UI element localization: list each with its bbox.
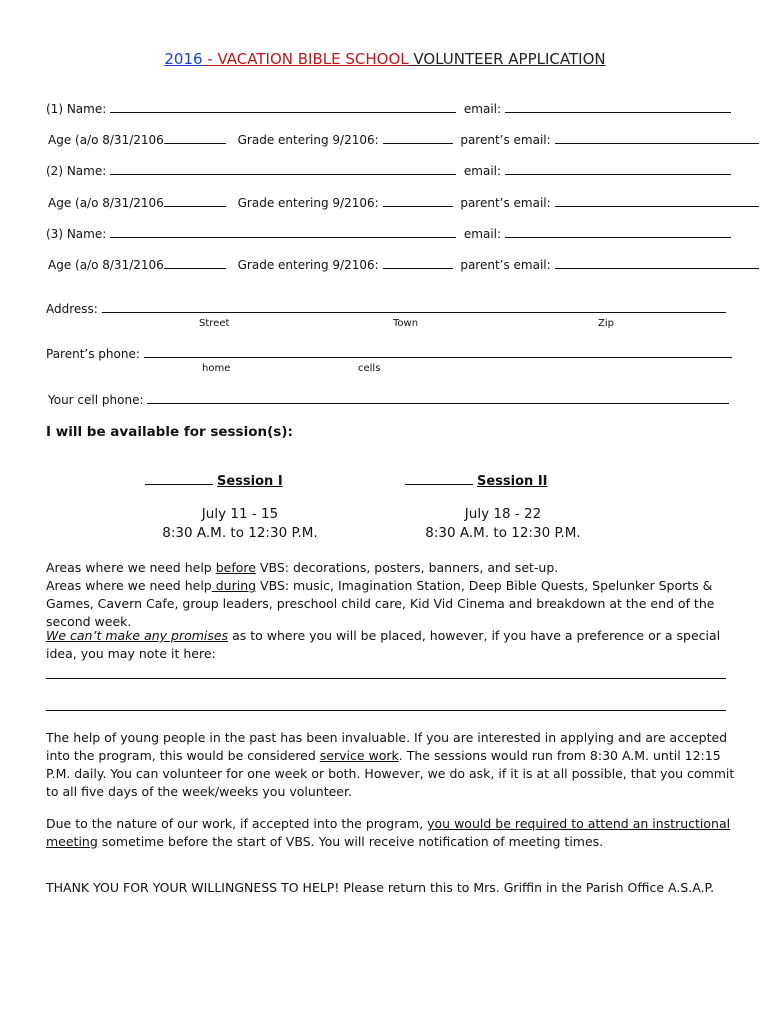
applicant-2-age-label: Age (a/o 8/31/2106	[48, 196, 164, 210]
young-people-paragraph	[46, 729, 736, 801]
applicant-3-name-row	[46, 226, 731, 241]
promise-emphasis: We can’t make any promises	[46, 628, 229, 643]
address-field[interactable]	[102, 301, 726, 313]
promise-text: as to where you will be placed, however, if you have a preference or a special idea, you may note it here:	[46, 628, 721, 661]
areas-during-word: during	[211, 578, 257, 593]
areas-during-text: Areas where we need help	[46, 578, 212, 593]
address-zip-caption: Zip	[598, 318, 614, 329]
address-street-caption: Street	[199, 318, 230, 329]
preference-line-2[interactable]	[46, 710, 726, 711]
session-2-label: Session II	[477, 474, 548, 489]
parents-phone-field[interactable]	[144, 346, 732, 358]
meeting-paragraph	[46, 815, 736, 851]
parents-phone-row	[46, 346, 732, 361]
applicant-1-name-field[interactable]	[110, 101, 456, 113]
young-people-text-2: . The sessions would run from 8:30 A.M. until 12:15 P.M. daily. You can volunteer for one week or both. However, we do ask, if it is at all possible, that you commit to all five days of the week/weeks you volunteer.	[46, 748, 735, 799]
availability-heading: I will be available for session(s):	[46, 424, 293, 440]
areas-before-word: before	[215, 560, 256, 575]
address-label: Address:	[46, 302, 98, 316]
promise-paragraph	[46, 627, 736, 663]
session-2-dates: July 18 - 22	[464, 506, 542, 522]
parents-phone-home-caption: home	[202, 363, 231, 374]
session-2-details	[403, 505, 603, 543]
service-work-emphasis: service work	[319, 748, 399, 763]
applicant-1-grade-label: Grade entering 9/2106:	[237, 133, 379, 147]
cell-phone-label: Your cell phone:	[48, 393, 144, 407]
applicant-3-parent-email-label: parent’s email:	[460, 258, 551, 272]
meeting-text: Due to the nature of our work, if accepted into the program,	[46, 816, 428, 831]
areas-during-list: VBS: music, Imagination Station, Deep Bible Quests, Spelunker Sports & Games, Cavern Cafe, group leaders, preschool child care, Kid Vid Cinema and breakdown at the end of the second week.	[46, 578, 715, 629]
meeting-text-2: sometime before the start of VBS. You will receive notification of meeting times.	[97, 834, 604, 849]
title-program: VACATION BIBLE SCHOOL	[217, 50, 409, 68]
title-rest: VOLUNTEER APPLICATION	[408, 50, 606, 68]
applicant-3-email-field[interactable]	[505, 226, 731, 238]
session-1-label: Session I	[217, 474, 283, 489]
areas-during-paragraph	[46, 577, 736, 631]
address-row	[46, 301, 726, 316]
applicant-2-grade-field[interactable]	[383, 195, 453, 207]
parents-phone-cells-caption: cells	[358, 363, 381, 374]
applicant-1-parent-email-label: parent’s email:	[460, 133, 551, 147]
applicant-3-email-label: email:	[463, 227, 502, 241]
applicant-2-name-label: (2) Name:	[46, 164, 107, 178]
applicant-3-name-field[interactable]	[110, 226, 456, 238]
applicant-2-parent-email-label: parent’s email:	[460, 196, 551, 210]
title-separator: -	[202, 50, 218, 68]
areas-before-list: VBS: decorations, posters, banners, and set-up.	[255, 560, 559, 575]
applicant-1-age-field[interactable]	[164, 132, 226, 144]
cell-phone-field[interactable]	[147, 392, 729, 404]
applicant-3-age-field[interactable]	[164, 257, 226, 269]
session-1-time: 8:30 A.M. to 12:30 P.M.	[162, 525, 318, 541]
applicant-2-name-row	[46, 163, 731, 178]
session-2-time: 8:30 A.M. to 12:30 P.M.	[425, 525, 581, 541]
page-title	[0, 50, 770, 68]
session-1-checkline[interactable]	[145, 472, 213, 485]
applicant-1-age-row	[48, 132, 759, 147]
applicant-1-email-field[interactable]	[505, 101, 731, 113]
young-people-text: The help of young people in the past has been invaluable. If you are interested in applying and are accepted into the program, this would be considered	[46, 730, 728, 763]
cell-phone-row	[48, 392, 729, 407]
applicant-2-grade-label: Grade entering 9/2106:	[237, 196, 379, 210]
applicant-3-parent-email-field[interactable]	[555, 257, 759, 269]
applicant-1-email-label: email:	[463, 102, 502, 116]
preference-line-1[interactable]	[46, 678, 726, 679]
applicant-3-grade-label: Grade entering 9/2106:	[237, 258, 379, 272]
applicant-2-name-field[interactable]	[110, 163, 456, 175]
session-1-details	[140, 505, 340, 543]
thank-you-note: THANK YOU FOR YOUR WILLINGNESS TO HELP! Please return this to Mrs. Griffin in the Parish Office A.S.A.P.	[46, 880, 715, 895]
applicant-1-name-label: (1) Name:	[46, 102, 107, 116]
applicant-3-name-label: (3) Name:	[46, 227, 107, 241]
title-year: 2016	[164, 50, 203, 68]
applicant-3-age-row	[48, 257, 759, 272]
session-1-dates: July 11 - 15	[201, 506, 279, 522]
applicant-1-age-label: Age (a/o 8/31/2106	[48, 133, 164, 147]
session-2-option[interactable]	[405, 472, 548, 489]
address-town-caption: Town	[393, 318, 419, 329]
areas-before-text: Areas where we need help	[46, 560, 216, 575]
applicant-3-age-label: Age (a/o 8/31/2106	[48, 258, 164, 272]
applicant-2-age-field[interactable]	[164, 195, 226, 207]
applicant-3-grade-field[interactable]	[383, 257, 453, 269]
areas-before-paragraph	[46, 559, 736, 577]
meeting-emphasis: you would be required to attend an instructional meeting	[46, 816, 731, 849]
applicant-1-name-row	[46, 101, 731, 116]
applicant-1-parent-email-field[interactable]	[555, 132, 759, 144]
applicant-2-email-label: email:	[463, 164, 502, 178]
applicant-2-email-field[interactable]	[505, 163, 731, 175]
applicant-2-parent-email-field[interactable]	[555, 195, 759, 207]
applicant-2-age-row	[48, 195, 759, 210]
applicant-1-grade-field[interactable]	[383, 132, 453, 144]
session-2-checkline[interactable]	[405, 472, 473, 485]
parents-phone-label: Parent’s phone:	[46, 347, 140, 361]
session-1-option[interactable]	[145, 472, 283, 489]
